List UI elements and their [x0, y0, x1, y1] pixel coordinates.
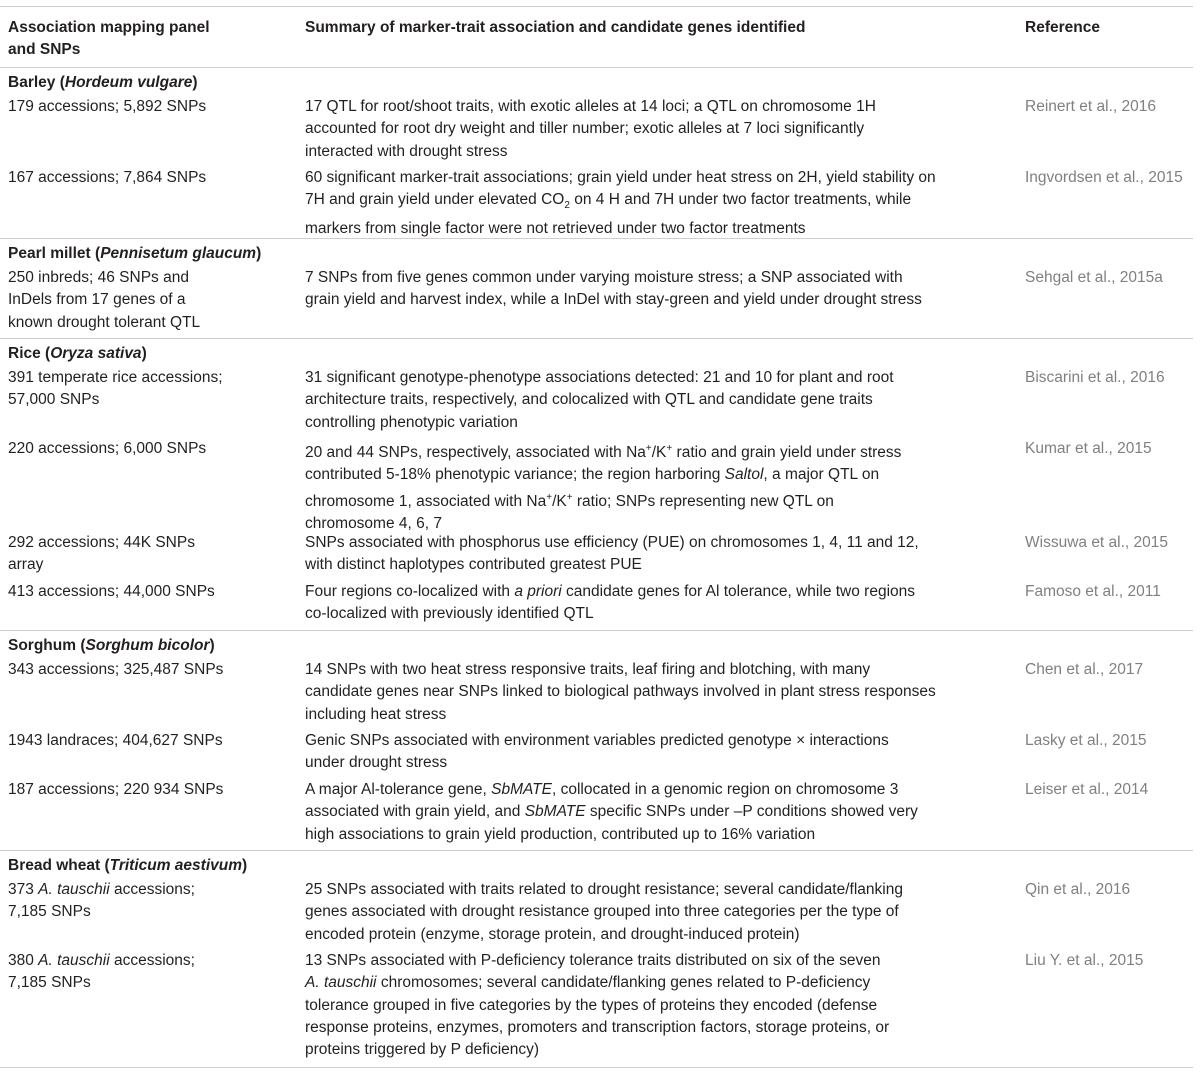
table-row: [0, 367, 1193, 438]
table-row: [0, 167, 1193, 238]
panel-cell: 1943 landraces; 404,627 SNPs: [8, 732, 223, 749]
table-row: [0, 96, 1193, 167]
reference-cell: Qin et al., 2016: [1025, 881, 1131, 898]
header-reference: Reference: [1025, 19, 1100, 36]
reference-cell: Kumar et al., 2015: [1025, 440, 1152, 457]
header-summary: Summary of marker-trait association and candidate genes identified: [305, 19, 806, 36]
summary-cell: A major Al-tolerance gene, SbMATE, collocated in a genomic region on chromosome 3 associated with grain yield, and SbMATE specific SNPs under –P conditions showed very high associations to grain yield production, contributed up to 16% variation: [305, 781, 918, 843]
reference-cell: Ingvordsen et al., 2015: [1025, 169, 1183, 186]
summary-cell: SNPs associated with phosphorus use efficiency (PUE) on chromosomes 1, 4, 11 and 12, with distinct haplotypes contributed greatest PUE: [305, 534, 919, 574]
panel-cell: 292 accessions; 44K SNPs array: [8, 534, 195, 574]
summary-cell: Four regions co-localized with a priori candidate genes for Al tolerance, while two regions co-localized with previously identified QTL: [305, 583, 916, 623]
reference-cell: Lasky et al., 2015: [1025, 732, 1147, 749]
summary-cell: 17 QTL for root/shoot traits, with exotic alleles at 14 loci; a QTL on chromosome 1H accounted for root dry weight and tiller number; exotic alleles at 7 loci significantly interacted with drought stress: [305, 98, 876, 160]
group-sorghum: [0, 631, 1193, 851]
panel-cell: 380 A. tauschii accessions; 7,185 SNPs: [8, 952, 195, 992]
table-header: [0, 7, 1193, 68]
table-row: [0, 581, 1193, 630]
association-table: [0, 6, 1193, 1068]
section-title-barley: Barley (Hordeum vulgare): [8, 74, 198, 91]
panel-cell: 220 accessions; 6,000 SNPs: [8, 440, 207, 457]
section-title-sorghum: Sorghum (Sorghum bicolor): [8, 637, 215, 654]
group-pearl-millet: [0, 239, 1193, 339]
summary-cell: 20 and 44 SNPs, respectively, associated with Na+/K+ ratio and grain yield under stress contributed 5-18% phenotypic variance; the region harboring Saltol, a major QTL on chromosome 1, associated with Na+/K+ ratio; SNPs representing new QTL on chromosome 4, 6, 7: [305, 443, 902, 533]
panel-cell: 187 accessions; 220 934 SNPs: [8, 781, 224, 798]
reference-cell: Sehgal et al., 2015a: [1025, 269, 1163, 286]
panel-cell: 413 accessions; 44,000 SNPs: [8, 583, 215, 600]
table-row: [0, 438, 1193, 532]
group-barley: [0, 68, 1193, 239]
panel-cell: 373 A. tauschii accessions; 7,185 SNPs: [8, 881, 195, 921]
reference-cell: Chen et al., 2017: [1025, 661, 1144, 678]
reference-cell: Reinert et al., 2016: [1025, 98, 1156, 115]
panel-cell: 167 accessions; 7,864 SNPs: [8, 169, 207, 186]
section-title-pearl-millet: Pearl millet (Pennisetum glaucum): [8, 245, 262, 262]
group-bread-wheat: [0, 851, 1193, 1068]
table-row: [0, 950, 1193, 1067]
panel-cell: 343 accessions; 325,487 SNPs: [8, 661, 224, 678]
summary-cell: 13 SNPs associated with P-deficiency tolerance traits distributed on six of the seven A. tauschii chromosomes; several candidate/flanking genes related to P-deficiency tolerance grouped in five categories by the types of proteins they encoded (defense response proteins, enzymes, promoters and transcription factors, storage proteins, or proteins triggered by P deficiency): [305, 952, 890, 1059]
group-rice: [0, 339, 1193, 631]
reference-cell: Liu Y. et al., 2015: [1025, 952, 1144, 969]
panel-cell: 391 temperate rice accessions; 57,000 SNPs: [8, 369, 223, 409]
header-panel: Association mapping panel and SNPs: [8, 19, 210, 58]
summary-cell: 14 SNPs with two heat stress responsive traits, leaf firing and blotching, with many candidate genes near SNPs linked to biological pathways involved in plant stress responses including heat stress: [305, 661, 936, 723]
reference-cell: Biscarini et al., 2016: [1025, 369, 1165, 386]
summary-cell: 7 SNPs from five genes common under varying moisture stress; a SNP associated with grain yield and harvest index, while a InDel with stay-green and yield under drought stress: [305, 269, 922, 309]
summary-cell: Genic SNPs associated with environment variables predicted genotype × interactions under drought stress: [305, 732, 889, 772]
table-row: [0, 730, 1193, 779]
table-row: [0, 779, 1193, 850]
summary-cell: 60 significant marker-trait associations; grain yield under heat stress on 2H, yield stability on 7H and grain yield under elevated $CO_2$ on 4 H and 7H under two factor treatments, while markers from single factor were not retrieved under two factor treatments: [305, 169, 936, 237]
section-title-bread-wheat: Bread wheat (Triticum aestivum): [8, 857, 248, 874]
table-row: [0, 267, 1193, 338]
reference-cell: Wissuwa et al., 2015: [1025, 534, 1169, 551]
table-row: [0, 532, 1193, 581]
section-title-rice: Rice (Oryza sativa): [8, 345, 147, 362]
panel-cell: 250 inbreds; 46 SNPs and InDels from 17 genes of a known drought tolerant QTL: [8, 269, 201, 331]
reference-cell: Famoso et al., 2011: [1025, 583, 1161, 600]
summary-cell: 25 SNPs associated with traits related to drought resistance; several candidate/flanking genes associated with drought resistance grouped into three categories per the type of encoded protein (enzyme, storage protein, and drought-induced protein): [305, 881, 903, 943]
table-row: [0, 659, 1193, 730]
summary-cell: 31 significant genotype-phenotype associations detected: 21 and 10 for plant and root architecture traits, respectively, and colocalized with QTL and candidate gene traits controlling phenotypic variation: [305, 369, 894, 431]
table-row: [0, 879, 1193, 950]
panel-cell: 179 accessions; 5,892 SNPs: [8, 98, 207, 115]
reference-cell: Leiser et al., 2014: [1025, 781, 1149, 798]
